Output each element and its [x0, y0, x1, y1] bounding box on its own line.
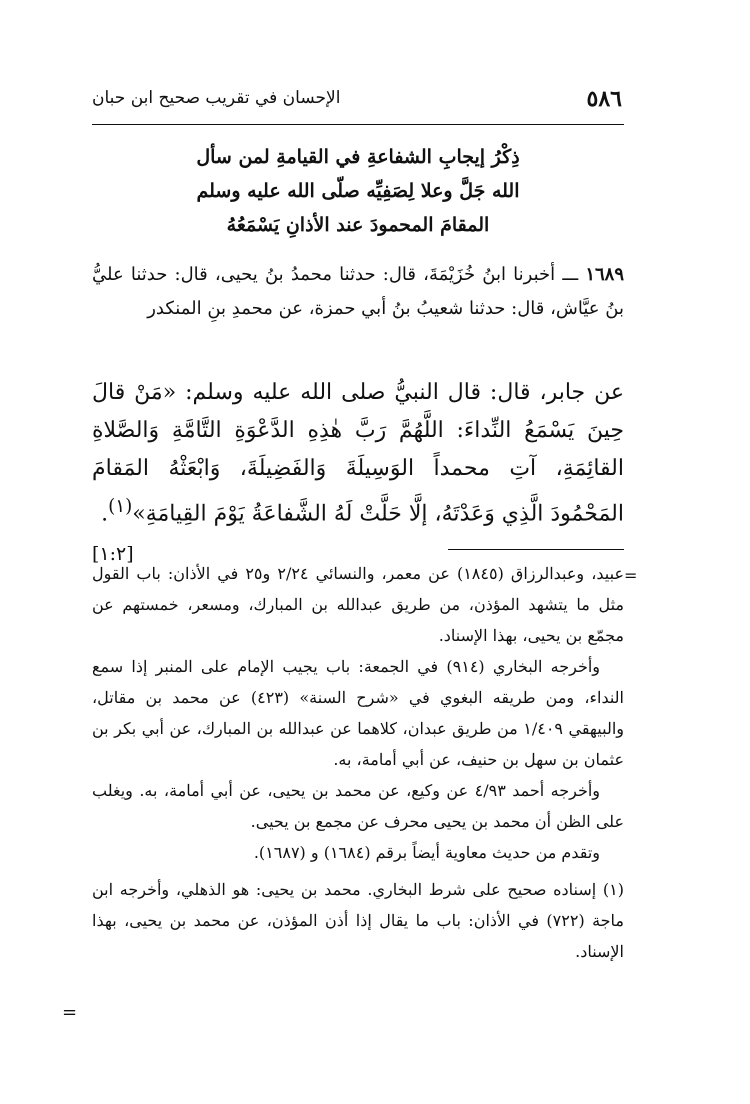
footnote-ref: (١) — [108, 496, 133, 517]
footnote-rule — [448, 549, 624, 550]
hadith-number: ١٦٨٩ — [585, 264, 624, 285]
footnote-1: (١) إسناده صحيح على شرط البخاري. محمد بن يحيى: هو الذهلي، وأخرجه ابن ماجة (٧٢٢) في الأذان: باب ما يقال إذا أذن المؤذن، عن محمد بن يحيى، بهذا الإسناد. — [92, 880, 625, 961]
hadith-isnad — [92, 258, 624, 326]
isnad-text: أخبرنا ابنُ خُزَيْمَةَ، قال: حدثنا محمدُ بنُ يحيى، قال: حدثنا عليُّ بنُ عيَّاش، قال: حدثنا شعيبُ بنُ أبي حمزة، عن محمدِ بنِ المنكدر — [92, 264, 624, 319]
page-header — [92, 86, 622, 116]
footnote-paragraph-3: وأخرجه أحمد ٤/٩٣ عن وكيع، عن محمد بن يحيى، عن أبي أمامة، به. ويغلب على الظن أن محمد بن يحيى محرف عن مجمع بن يحيى. — [92, 781, 624, 831]
header-rule — [92, 124, 624, 125]
chapter-heading-line-2: الله جَلَّ وعلا لِصَفِيِّه صلّى الله عليه وسلم — [196, 180, 520, 202]
matn-text: عن جابر، قال: قال النبيُّ صلى الله عليه وسلم: «مَنْ قالَ حِينَ يَسْمَعُ النِّداءَ: اللَّهُمَّ رَبَّ هٰذِهِ الدَّعْوَةِ التَّامَّةِ وَالصَّلاةِ القائِمَةِ، آتِ محمداً الوَسِيلَةَ وَالفَضِيلَةَ، وَابْعَثْهُ المَقامَ المَحْمُودَ الَّذِي وَعَدْتَهُ، إلَّا حَلَّتْ لَهُ الشَّفاعَةُ يَوْمَ القِيامَةِ» — [92, 380, 624, 527]
footnote-paragraph-2: وأخرجه البخاري (٩١٤) في الجمعة: باب يجيب الإمام على المنبر إذا سمع النداء، ومن طريقه البغوي في «شرح السنة» (٤٢٣) عن محمد بن مقاتل، والبيهقي ١/٤٠٩ من طريق عبدان، كلاهما عن عبدالله بن المبارك، عن أبي بكر بن عثمان بن سهل بن حنيف، عن أبي أمامة، به. — [92, 657, 625, 769]
chapter-heading-line-3: المقامَ المحمودَ عند الأذانِ يَسْمَعُهُ — [226, 214, 490, 236]
matn-end-mark: . — [101, 501, 109, 527]
footnotes — [92, 558, 624, 967]
reference-tag: [١:٢] — [92, 543, 134, 566]
continuation-mark: = — [624, 566, 638, 585]
chapter-heading — [92, 140, 624, 242]
bottom-continuation-mark: = — [62, 1002, 78, 1023]
hadith-dash: ـــ — [562, 264, 579, 285]
footnote-paragraph-4: وتقدم من حديث معاوية أيضاً برقم (١٦٨٤) و (١٦٨٧). — [253, 843, 600, 862]
footnote-paragraph-1: عبيد، وعبدالرزاق (١٨٤٥) عن معمر، والنسائي ٢/٢٤ و٢٥ في الأذان: باب القول مثل ما يتشهد المؤذن، من طريق عبدالله بن المبارك، ومسعر، خمستهم عن مجمّع بن يحيى، بهذا الإسناد. — [92, 564, 625, 645]
hadith-matn — [92, 374, 624, 573]
page-number: ٥٨٦ — [586, 86, 622, 112]
chapter-heading-line-1: ذِكْرُ إيجابِ الشفاعةِ في القيامةِ لمن سأل — [196, 146, 520, 168]
running-title: الإحسان في تقريب صحيح ابن حبان — [92, 88, 341, 108]
